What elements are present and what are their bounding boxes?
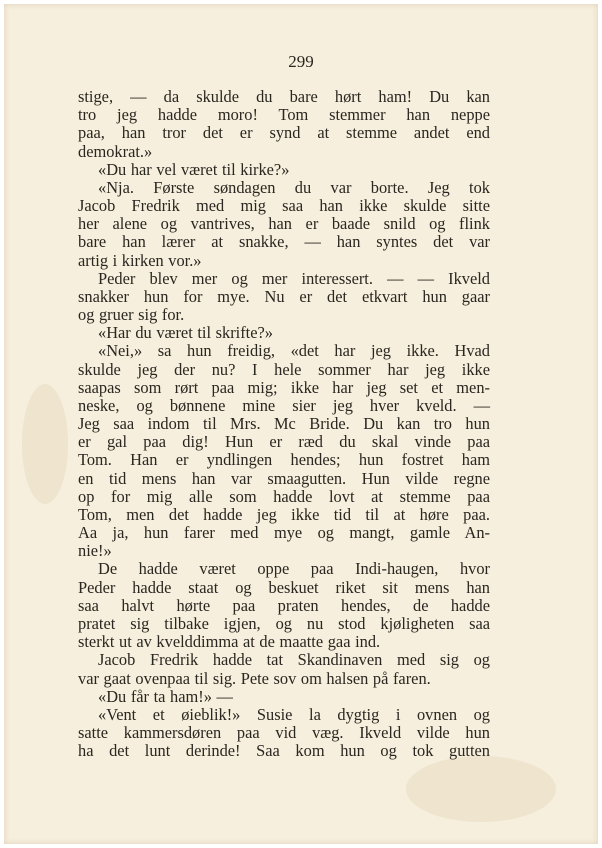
paper-stain (406, 756, 556, 822)
paper-stain (22, 384, 68, 504)
book-page (4, 4, 598, 844)
text-line: Tom, men det hadde jeg ikke tid til at høre paa. (78, 504, 490, 524)
text-line: Jacob Fredrik hadde tat Skandinaven med sig og (98, 650, 490, 670)
text-line: og gruer sig for. (78, 305, 185, 325)
text-line: saa halvt hørte paa praten hendes, de hadde (78, 595, 490, 615)
text-line: Tom. Han er yndlingen hendes; hun fostret ham (78, 450, 490, 470)
text-line: saapas som rørt paa mig; ikke har jeg set et men- (78, 377, 490, 397)
text-line: pratet sig tilbake igjen, og nu stod kjøligheten saa (78, 613, 490, 633)
text-line: snakker hun for mye. Nu er det etkvart hun gaar (78, 286, 490, 306)
text-line: var gaat ovenpaa til sig. Pete sov om halsen på faren. (78, 668, 431, 688)
text-line: Aa ja, hun farer med mye og mangt, gamle An- (78, 523, 490, 543)
text-line: Jacob Fredrik med mig saa han ikke skulde sitte (78, 196, 490, 216)
text-line: satte kammersdøren paa vid væg. Ikveld vilde hun (78, 723, 490, 743)
text-line: «Du har vel været til kirke?» (98, 159, 290, 179)
text-line: «Har du været til skrifte?» (98, 323, 273, 343)
text-line: «Nei,» sa hun freidig, «det har jeg ikke. Hvad (98, 341, 490, 361)
text-line: ha det lunt derinde! Saa kom hun og tok gutten (78, 741, 490, 761)
body-text (78, 88, 490, 760)
text-line: «Nja. Første søndagen du var borte. Jeg tok (98, 177, 490, 197)
text-line: «Vent et øieblik!» Susie la dygtig i ovnen og (98, 704, 490, 724)
text-line: Peder hadde staat og beskuet riket sit mens han (78, 577, 490, 597)
text-line: stige, — da skulde du bare hørt ham! Du kan (78, 87, 490, 106)
text-line: demokrat.» (78, 141, 153, 161)
text-line: neske, og bønnene mine sier jeg hver kveld. — (78, 395, 490, 415)
text-line: nie!» (78, 541, 112, 561)
text-line: paa, han tror det er synd at stemme andet end (78, 123, 490, 143)
text-line: artig i kirken vor.» (78, 250, 202, 270)
text-line: De hadde været oppe paa Indi-haugen, hvor (98, 559, 490, 579)
text-line: en tid mens han var smaagutten. Hun vilde regne (78, 468, 490, 488)
text-line: op for mig alle som hadde lovt at stemme paa (78, 486, 490, 506)
text-line: «Du får ta ham!» — (98, 686, 233, 706)
text-line: her alene og vantrives, han er baade snild og flink (78, 214, 490, 234)
text-line: sterkt ut av kvelddimma at de maatte gaa ind. (78, 632, 381, 652)
text-line: er gal paa dig! Hun er ræd du skal vinde paa (78, 432, 490, 452)
text-line: skulde jeg der nu? I hele sommer har jeg ikke (78, 359, 490, 379)
text-line: Peder blev mer og mer interessert. — — Ikveld (98, 268, 490, 288)
page-number: 299 (288, 52, 314, 71)
text-line: Jeg saa indom til Mrs. Mc Bride. Du kan tro hun (78, 414, 490, 434)
text-line: tro jeg hadde moro! Tom stemmer han neppe (78, 105, 490, 125)
text-line: bare han lærer at snakke, — han syntes det var (78, 232, 490, 252)
